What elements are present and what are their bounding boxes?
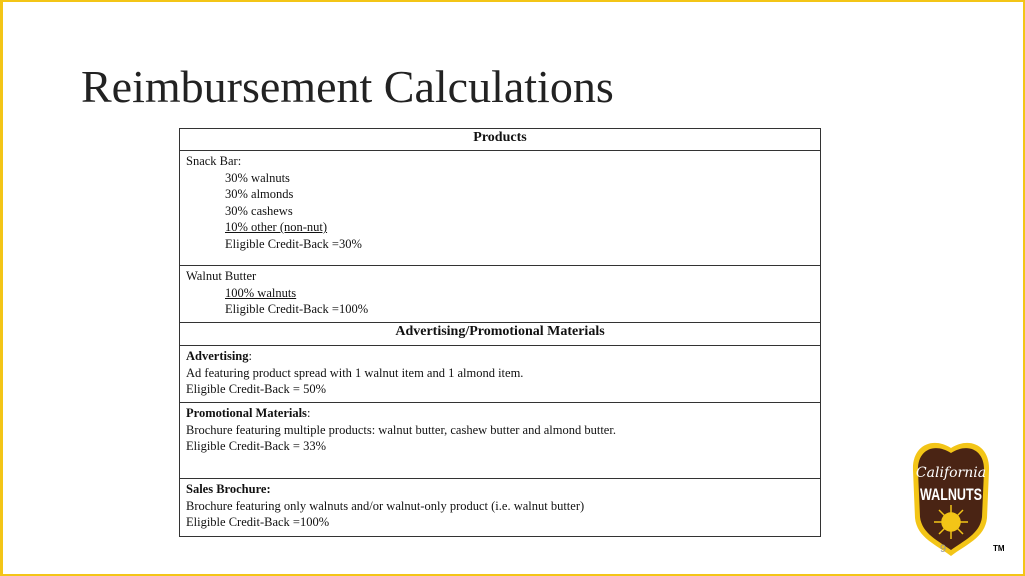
line: 100% walnuts — [225, 285, 297, 300]
line: Eligible Credit-Back =30% — [225, 236, 362, 251]
sun-icon — [934, 505, 968, 539]
advertising-label: Advertising — [186, 349, 249, 363]
line: Eligible Credit-Back = 50% — [186, 382, 327, 396]
line: Brochure featuring multiple products: walnut butter, cashew butter and almond butter. — [186, 422, 616, 437]
walnut-butter-name: Walnut Butter — [186, 269, 257, 283]
line: Ad featuring product spread with 1 walnut item and 1 almond item. — [186, 365, 524, 380]
promotional-cell: Promotional Materials: Brochure featuring multiple products: walnut butter, cashew butter and almond butter. Eligible Credit-Back = 33% — [180, 403, 821, 479]
line: Eligible Credit-Back =100% — [225, 302, 369, 316]
logo-text-walnuts: WALNUTS — [920, 485, 982, 504]
snack-bar-cell — [180, 151, 821, 266]
line: 30% almonds — [225, 187, 294, 201]
line: 30% cashews — [225, 203, 293, 218]
snack-bar-name: Snack Bar: — [186, 154, 242, 168]
line: 10% other (non-nut) — [225, 220, 328, 234]
products-header: Products — [180, 129, 821, 151]
walnut-butter-cell — [180, 266, 821, 323]
sales-label: Sales Brochure: — [186, 482, 271, 496]
logo-text-california: California — [915, 465, 987, 481]
advertising-cell: Advertising: Ad featuring product spread with 1 walnut item and 1 almond item. Eligible Credit-Back = 50% — [180, 346, 821, 403]
trademark: TM — [993, 544, 1005, 553]
reimbursement-table — [179, 128, 821, 537]
line: 30% walnuts — [225, 170, 290, 185]
line: Eligible Credit-Back = 33% — [186, 439, 327, 453]
advertising-header: Advertising/Promotional Materials — [180, 323, 821, 346]
california-walnuts-logo — [912, 440, 990, 558]
page-number: 9 — [940, 543, 947, 555]
slide-title: Reimbursement Calculations — [81, 61, 614, 112]
line: Brochure featuring only walnuts and/or walnut-only product (i.e. walnut butter) — [186, 498, 585, 513]
sales-brochure-cell — [180, 479, 821, 537]
line: Eligible Credit-Back =100% — [186, 515, 330, 529]
promotional-label: Promotional Materials — [186, 406, 307, 420]
